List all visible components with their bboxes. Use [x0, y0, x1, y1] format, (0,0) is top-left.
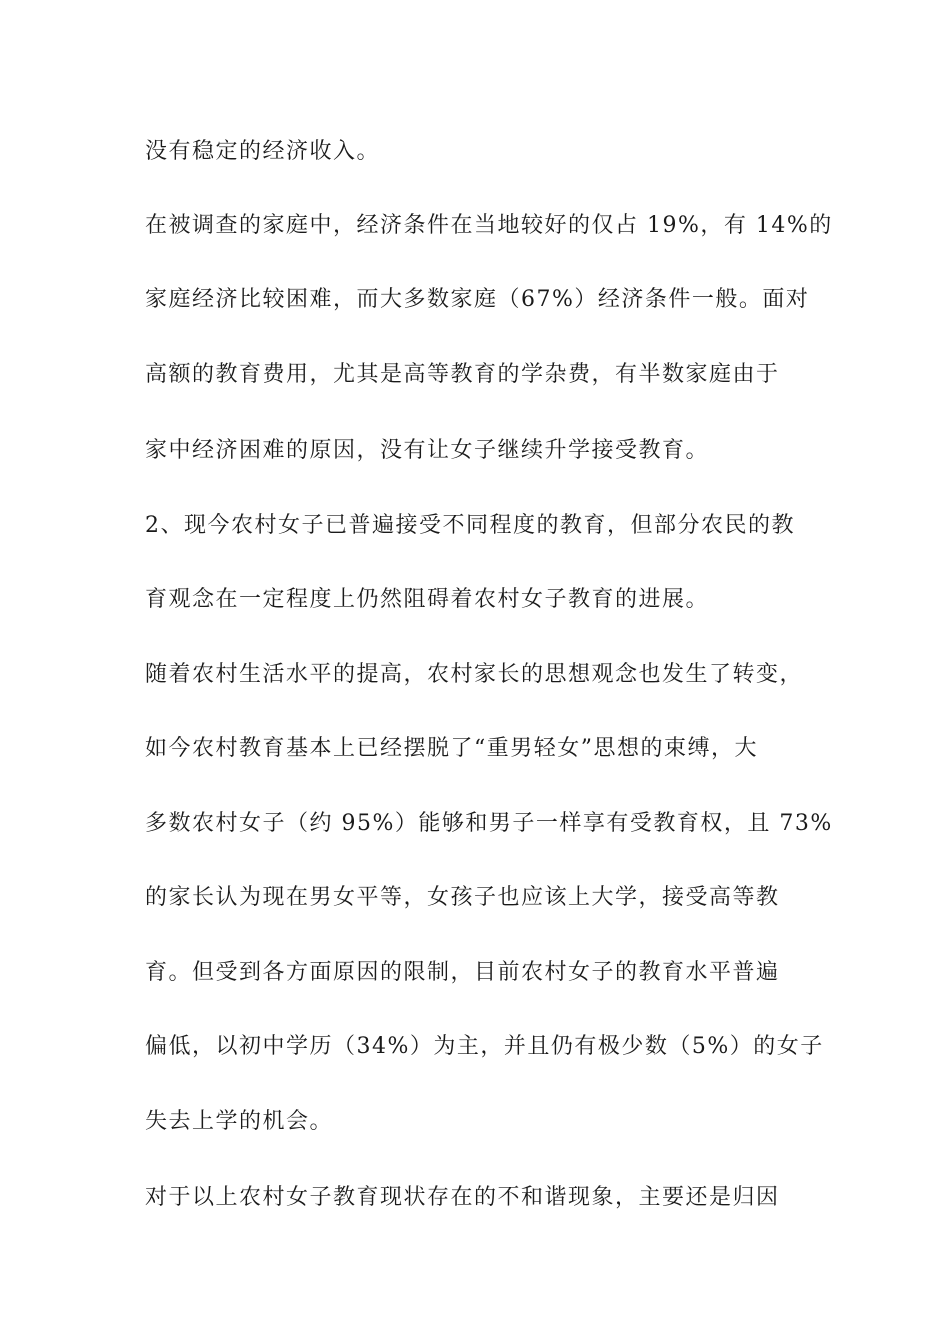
- text-line: 如今农村教育基本上已经摆脱了“重男轻女”思想的束缚，大: [145, 736, 758, 761]
- text-line: 高额的教育费用，尤其是高等教育的学杂费，有半数家庭由于: [145, 362, 780, 387]
- text-line: 随着农村生活水平的提高，农村家长的思想观念也发生了转变，: [145, 662, 804, 687]
- text-line: 失去上学的机会。: [145, 1109, 334, 1134]
- text-line: 2、现今农村女子已普遍接受不同程度的教育，但部分农民的教: [145, 513, 795, 538]
- text-line: 育。但受到各方面原因的限制，目前农村女子的教育水平普遍: [145, 960, 780, 985]
- text-line: 对于以上农村女子教育现状存在的不和谐现象，主要还是归因: [145, 1185, 780, 1210]
- text-line: 多数农村女子（约 95%）能够和男子一样享有受教育权，且 73%: [145, 811, 833, 836]
- text-line: 偏低，以初中学历（34%）为主，并且仍有极少数（5%）的女子: [145, 1034, 824, 1059]
- text-line: 家中经济困难的原因，没有让女子继续升学接受教育。: [145, 438, 710, 463]
- text-line: 的家长认为现在男女平等，女孩子也应该上大学，接受高等教: [145, 885, 780, 910]
- text-line: 育观念在一定程度上仍然阻碍着农村女子教育的进展。: [145, 587, 710, 612]
- text-line: 在被调查的家庭中，经济条件在当地较好的仅占 19%，有 14%的: [145, 213, 833, 238]
- text-line: 没有稳定的经济收入。: [145, 139, 381, 164]
- text-line: 家庭经济比较困难，而大多数家庭（67%）经济条件一般。面对: [145, 287, 810, 312]
